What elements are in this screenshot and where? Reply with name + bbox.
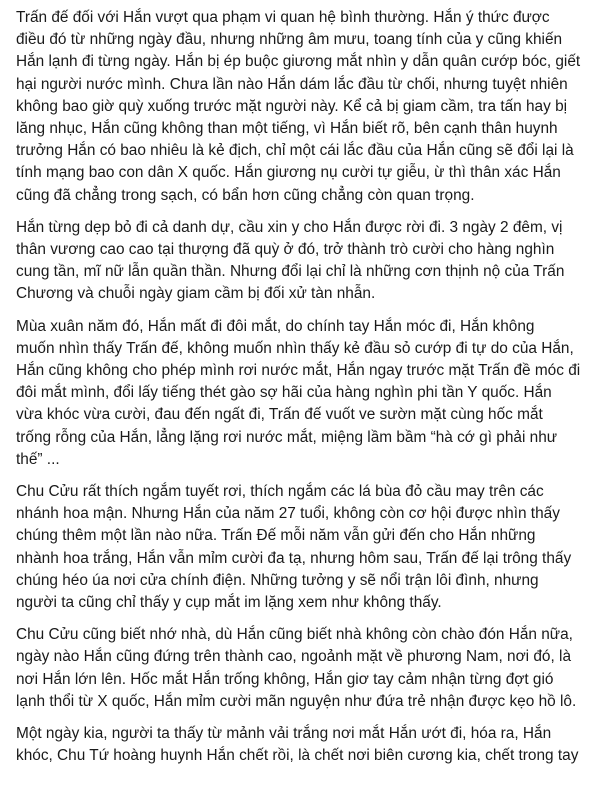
- text-line: nhánh hoa mận. Nhưng Hắn của năm 27 tuổi, không còn cơ hội được nhìn thấy: [16, 505, 560, 523]
- text-line: Hắn cũng không cho phép mình rơi nước mắt, Hắn ngay trước mặt Trấn đề móc đi: [16, 362, 581, 380]
- text-line: cũng đã chẳng trong sạch, có bẩn hơn cũng chẳng còn quan trọng.: [16, 186, 475, 204]
- text-line: cung tần, mĩ nữ lẫn quần thần. Nhưng đổi lại chỉ là những cơn thịnh nộ của Trấn: [16, 263, 565, 281]
- text-line: ngày nào Hắn cũng đứng trên thành cao, ngoảnh mặt về phương Nam, nơi đó, là: [16, 648, 572, 666]
- text-line: Trấn đế đối với Hắn vượt qua phạm vi quan hệ bình thường. Hắn ý thức được: [16, 9, 550, 26]
- text-line: trưởng Hắn có bao nhiêu là kẻ địch, chỉ một cái lắc đầu của Hắn cũng sẽ đổi lại là: [16, 142, 574, 160]
- text-line: không bao giờ quỳ xuống trước mặt người này. Kể cả bị giam cầm, tra tấn hay bị: [16, 97, 568, 115]
- paragraph-3: [16, 316, 581, 471]
- text-line: thế” ...: [16, 450, 60, 468]
- text-line: thân vương cao cao tại thượng đã quỳ ở đó, trở thành trò cười cho hàng nghìn: [16, 241, 555, 259]
- text-line: lạnh thổi từ X quốc, Hắn mỉm cười mãn nguyện như đứa trẻ nhận được kẹo hồ lô.: [16, 692, 577, 710]
- text-line: muốn nhìn thấy Trấn đế, không muốn nhìn thấy kẻ đầu sỏ cướp đi tự do của Hắn,: [16, 339, 574, 357]
- paragraph-4: [16, 481, 576, 614]
- text-line: điều đó từ những ngày đầu, nhưng những âm mưu, toang tính của y cũng khiến: [16, 31, 563, 49]
- text-line: đôi mắt mình, đổi lấy tiếng thét gào sợ hãi của hàng nghìn phi tần Y quốc. Hắn: [16, 384, 552, 402]
- text-line: Một ngày kia, người ta thấy từ mảnh vải trắng nơi mắt Hắn ướt đi, hóa ra, Hắn: [16, 725, 552, 743]
- text-line: khóc, Chu Tứ hoàng huynh Hắn chết rồi, là chết nơi biên cương kia, chết trong tay: [16, 747, 579, 765]
- document-page: [16, 7, 581, 778]
- paragraph-1: [16, 7, 581, 207]
- text-line: chúng héo úa nơi cửa chính điện. Những tưởng y sẽ nổi trận lôi đình, nhưng: [16, 571, 539, 589]
- text-line: Hắn lạnh đi từng ngày. Hắn bị ép buộc giương mắt nhìn y dẫn quân cướp bóc, giết: [16, 53, 581, 71]
- text-line: Mùa xuân năm đó, Hắn mất đi đôi mắt, do chính tay Hắn móc đi, Hắn không: [16, 317, 535, 335]
- text-line: nơi Hắn lớn lên. Hốc mắt Hắn trống không, Hắn giơ tay cảm nhận từng đợt gió: [16, 670, 554, 688]
- text-line: Chương và chuỗi ngày giam cầm bị đối xử tàn nhẫn.: [16, 285, 376, 303]
- paragraph-6: [16, 723, 579, 767]
- paragraph-5: [16, 624, 576, 713]
- text-line: người ta cũng chỉ thấy y cụp mắt im lặng xem như không thấy.: [16, 594, 442, 612]
- text-line: Chu Cửu rất thích ngắm tuyết rơi, thích ngắm các lá bùa đỏ cầu may trên các: [16, 483, 544, 501]
- text-line: trống rỗng của Hắn, lẳng lặng rơi nước mắt, miệng lầm bầm “hà cớ gì phải như: [16, 428, 558, 446]
- text-line: chúng thêm một lần nào nữa. Trấn Đế mỗi năm vẫn gửi đến cho Hắn những: [16, 527, 536, 545]
- paragraph-2: [16, 217, 576, 306]
- text-line: lăng nhục, Hắn cũng không than một tiếng, vì Hắn biết rõ, bên cạnh thân huynh: [16, 120, 558, 138]
- text-line: Chu Cửu cũng biết nhớ nhà, dù Hắn cũng biết nhà không còn chào đón Hắn nữa,: [16, 626, 573, 644]
- text-line: nhành hoa trắng, Hắn vẫn mỉm cười đa tạ, nhưng hôm sau, Trấn đế lại trông thấy: [16, 549, 572, 567]
- text-line: Hắn từng dẹp bỏ đi cả danh dự, cầu xin y cho Hắn được rời đi. 3 ngày 2 đêm, vị: [16, 218, 563, 236]
- text-line: tính mạng bao con dân X quốc. Hắn giương nụ cười tự giễu, ừ thì thân xác Hắn: [16, 164, 561, 182]
- text-line: vừa khóc vừa cười, đau đến ngất đi, Trấn đế vuốt ve sườn mặt cùng hốc mắt: [16, 406, 543, 424]
- text-line: hại người nước mình. Chưa lần nào Hắn dám lắc đầu từ chối, nhưng tuyệt nhiên: [16, 75, 568, 93]
